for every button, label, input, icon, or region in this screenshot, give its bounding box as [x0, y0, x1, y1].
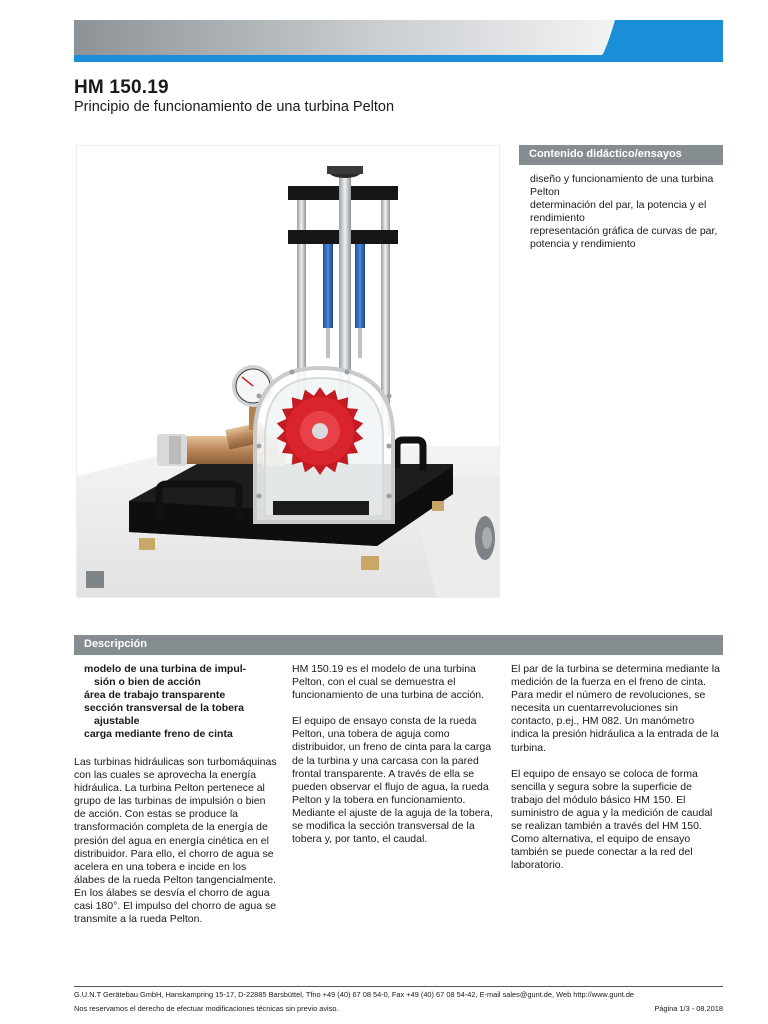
list-item	[84, 702, 284, 728]
description-column-3	[511, 663, 721, 885]
feature-text: sión o bien de acción	[94, 676, 201, 688]
header-banner	[74, 20, 723, 62]
description-column-2	[292, 663, 497, 859]
feature-text: sección transversal de la tobera	[84, 702, 244, 714]
photo-marker	[86, 571, 104, 588]
learning-objectives-list	[530, 173, 724, 251]
feature-text: área de trabajo transparente	[84, 689, 226, 701]
list-item: determinación del par, la potencia y el rendimiento	[530, 199, 707, 224]
pelton-turbine-photo	[77, 146, 500, 598]
footer-disclaimer: Nos reservamos el derecho de efectuar modificaciones técnicas sin previo aviso.	[74, 1004, 339, 1013]
paragraph: HM 150.19 es el modelo de una turbina Pelton, con el cual se demuestra el funcionamiento de una turbina de acción.	[292, 663, 485, 702]
feature-text: ajustable	[94, 715, 140, 727]
footer-divider	[74, 986, 723, 987]
feature-text: modelo de una turbina de impul-	[84, 663, 247, 675]
learning-objectives-heading: Contenido didáctico/ensayos	[519, 145, 723, 165]
document-title: Principio de funcionamiento de una turbina Pelton	[74, 99, 395, 115]
list-item	[84, 728, 284, 741]
list-item: diseño y funcionamiento de una turbina Pelton	[530, 173, 714, 198]
feature-text: carga mediante freno de cinta	[84, 728, 233, 740]
list-item	[84, 689, 284, 702]
document-code: HM 150.19	[74, 77, 169, 98]
list-item	[84, 663, 284, 689]
footer-company: G.U.N.T Gerätebau GmbH, Hanskampring 15-17, D-22885 Barsbüttel, Tfno +49 (40) 67 08 54-0, Fax +49 (40) 67 08 54-42, E-mail sales@gunt.de, Web http://www.gunt.de	[74, 990, 635, 999]
list-item: representación gráfica de curvas de par, potencia y rendimiento	[530, 225, 718, 250]
description-column-1	[74, 756, 279, 939]
paragraph: Las turbinas hidráulicas son turbomáquinas con las cuales se aprovecha la energía hidráulica. La turbina Pelton pertenece al grupo de las turbinas de impulsión o bien de acción. Con estas se produce la transformación completa de la energía de presión del agua en energía cinética en el distribuidor. Para ello, el chorro de agua se acelera en una tobera e incide en los álabes de la rueda Pelton tangencialmente. En los álabes se desvía el chorro de agua casi 180°. El impulso del chorro de agua se transmite a la rueda Pelton.	[74, 756, 277, 926]
product-photo	[76, 145, 500, 598]
page-number: Página 1/3 - 08.2018	[654, 1004, 723, 1013]
paragraph: El equipo de ensayo consta de la rueda Pelton, una tobera de aguja como distribuidor, un freno de cinta para la carga de la turbina y una carcasa con la pared frontal transparente. A través de ella se pueden observar el flujo de agua, la rueda Pelton y la tobera en funcionamiento. Mediante el ajuste de la aguja de la tobera, se modifica la sección transversal de la tobera y, por tanto, el caudal.	[292, 715, 493, 846]
description-heading: Descripción	[74, 635, 723, 655]
feature-list	[84, 663, 284, 741]
paragraph: El par de la turbina se determina mediante la medición de la fuerza en el freno de cinta. Para medir el número de revoluciones, se necesita un cuentarrevoluciones sin contacto, p.ej., HM 082. Un manómetro indica la presión hidráulica a la entrada de la turbina.	[511, 663, 720, 754]
paragraph: El equipo de ensayo se coloca de forma sencilla y segura sobre la superficie de trabajo del módulo básico HM 150. El suministro de agua y la medición de caudal se realizan también a través del HM 150. Como alternativa, el equipo de ensayo también se puede conectar a la red del laboratorio.	[511, 767, 713, 872]
